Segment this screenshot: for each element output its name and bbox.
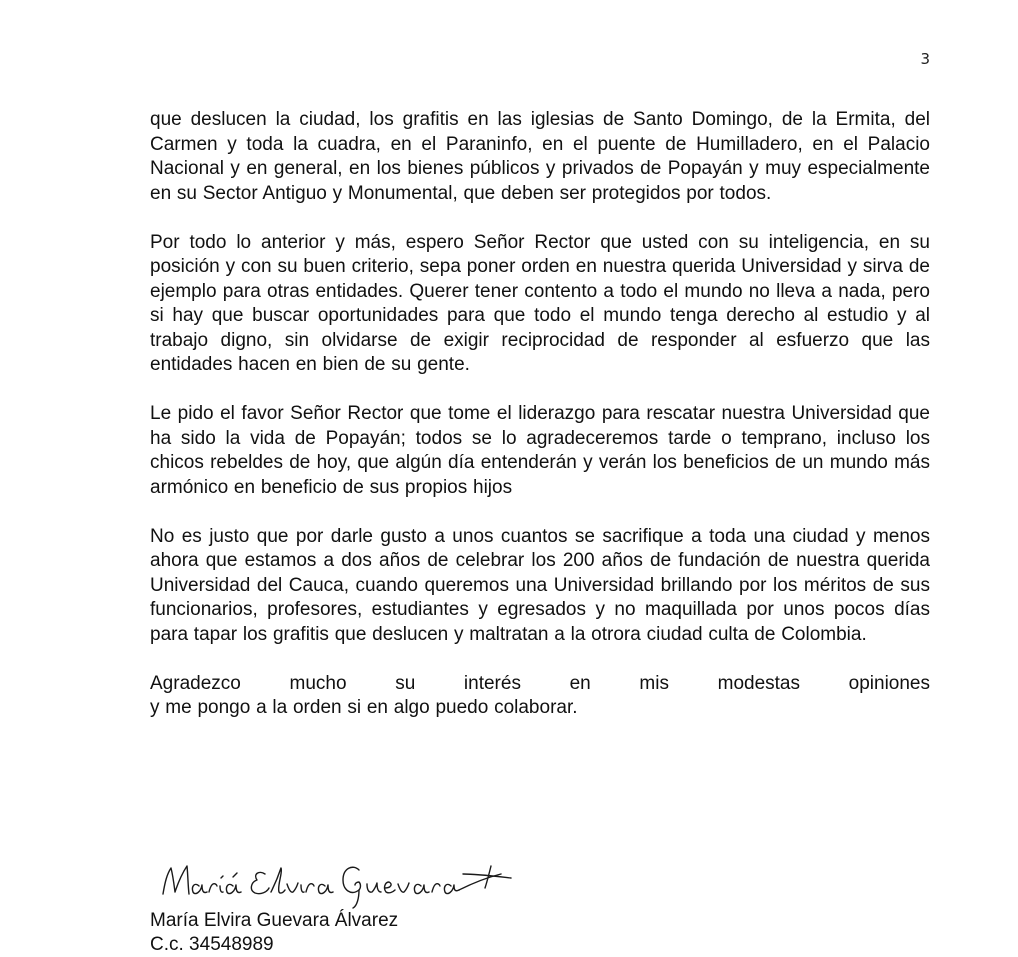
signature-stroke: [209, 884, 217, 892]
signature-stroke: [385, 882, 395, 893]
signer-name: María Elvira Guevara Álvarez: [150, 910, 399, 931]
signature-stroke: [226, 884, 241, 893]
signature-stroke: [432, 884, 440, 892]
closing-paragraph: [150, 672, 930, 721]
signature-stroke: [367, 883, 381, 892]
signer-id-line: C.c. 34548989: [150, 934, 274, 955]
closing-line-2: y me pongo a la orden si en algo puedo colaborar.: [150, 697, 578, 718]
closing-line-1: Agradezco mucho su interés en mis modestas opiniones: [150, 672, 930, 694]
signature-stroke: [318, 884, 333, 893]
signature-stroke: [271, 868, 285, 893]
signature-stroke: [287, 883, 298, 892]
signature-stroke: [463, 874, 511, 878]
handwritten-signature: [155, 852, 535, 910]
signature-stroke: [301, 885, 304, 892]
signature-stroke: [233, 873, 237, 877]
signature-stroke: [251, 872, 269, 893]
paragraph-2: Por todo lo anterior y más, espero Señor Rector que usted con su inteligencia, en su posición y con su buen criterio, sepa poner orden en nuestra querida Universidad y sirva de ejemplo para otras entidades. Querer tener contento a todo el mundo no lleva a nada, pero si hay que buscar oportunidades para que todo el mundo tenga derecho al estudio y al trabajo digno, sin olvidarse de exigir reciprocidad de responder al esfuerzo que las entidades hacen en bien de su gente.: [150, 231, 930, 375]
signature-stroke: [398, 883, 409, 892]
paragraph-1: que deslucen la ciudad, los grafitis en las iglesias de Santo Domingo, de la Ermita, del Carmen y toda la cuadra, en el Paraninfo, en el puente de Humilladero, en el Palacio Nacional y en general, en los bienes públicos y privados de Popayán y muy especialmente en su Sector Antiguo y Monumental, que deben ser protegidos por todos.: [150, 109, 930, 204]
signature-stroke: [343, 867, 361, 892]
letter-body: [150, 108, 930, 745]
signature-stroke: [220, 886, 223, 892]
page-number: 3: [920, 50, 930, 68]
signature-stroke: [163, 866, 189, 894]
signature-stroke: [306, 884, 314, 892]
paragraph-3: Le pido el favor Señor Rector que tome el liderazgo para rescatar nuestra Universidad que ha sido la vida de Popayán; todos se lo agradeceremos tarde o temprano, incluso los chicos rebeldes de hoy, que algún día entenderán y verán los beneficios de un mundo más armónico en beneficio de sus propios hijos: [150, 403, 930, 498]
signature-stroke: [192, 884, 207, 893]
paragraph-4: No es justo que por darle gusto a unos cuantos se sacrifique a toda una ciudad y menos ahora que estamos a dos años de celebrar los 200 años de fundación de nuestra querida Universidad del Cauca, cuando queremos una Universidad brillando por los méritos de sus funcionarios, profesores, estudiantes y egresados y no maquillada por unos pocos días para tapar los grafitis que deslucen y maltratan a la otrora ciudad culta de Colombia.: [150, 525, 930, 645]
signature-stroke: [221, 876, 223, 878]
signature-stroke: [414, 884, 429, 893]
signature-stroke: [444, 884, 459, 893]
